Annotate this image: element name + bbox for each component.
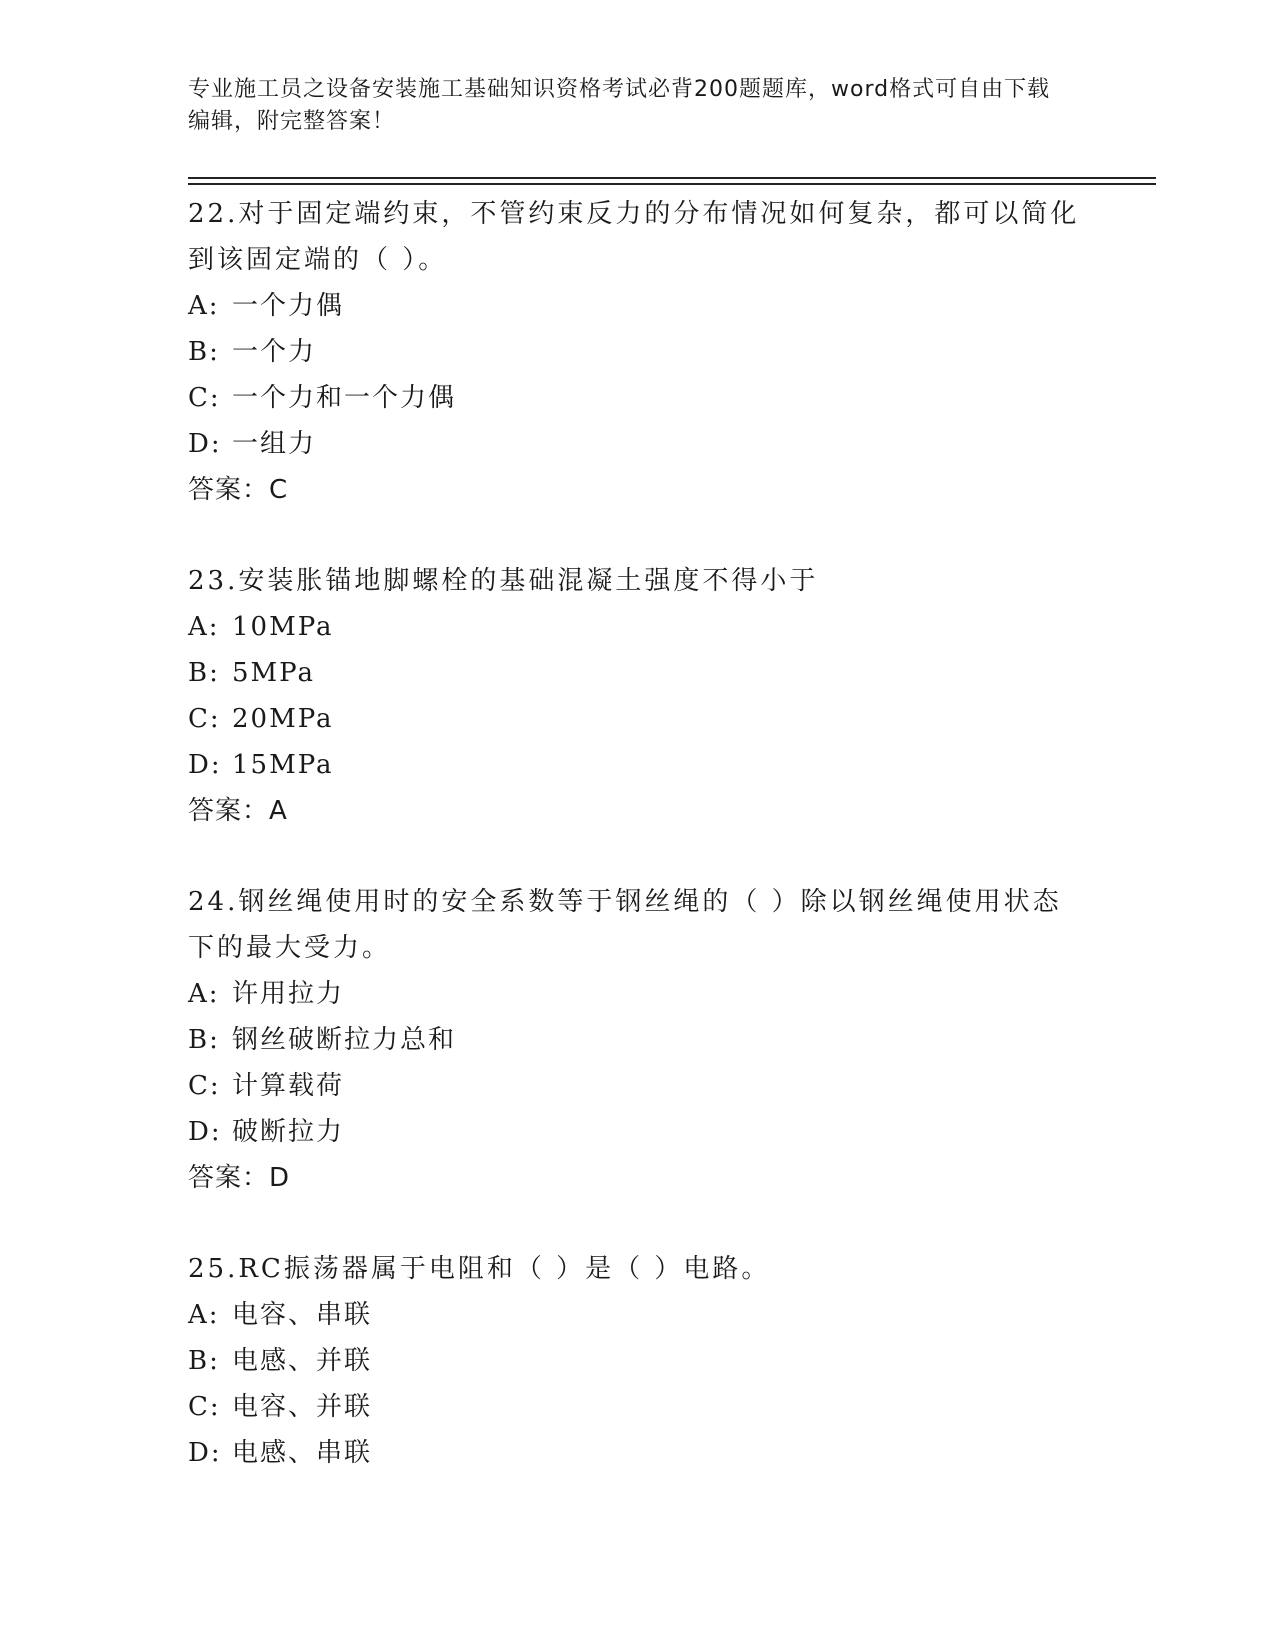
- option-letter: C:: [188, 383, 221, 413]
- answer-value: C: [269, 475, 288, 505]
- option-a: [188, 1292, 1088, 1338]
- question-list: [188, 191, 1088, 1521]
- option-b: [188, 1338, 1088, 1384]
- option-b: [188, 1017, 1088, 1063]
- question-22: [188, 191, 1088, 513]
- option-letter: D:: [188, 1438, 222, 1468]
- option-a: [188, 604, 1088, 650]
- answer-label: 答案：: [188, 475, 270, 505]
- option-c: [188, 696, 1088, 742]
- option-letter: C:: [188, 704, 221, 734]
- option-letter: B:: [188, 1346, 220, 1376]
- option-letter: A:: [188, 979, 220, 1009]
- question-stem: 23.安装胀锚地脚螺栓的基础混凝土强度不得小于: [188, 566, 819, 596]
- option-text: 一个力偶: [232, 291, 345, 321]
- option-a: [188, 283, 1088, 329]
- question-stem: 25.RC振荡器属于电阻和（ ）是（ ）电路。: [188, 1254, 771, 1284]
- option-b: [188, 650, 1088, 696]
- option-letter: A:: [188, 1300, 220, 1330]
- option-b: [188, 329, 1088, 375]
- option-text: 一个力: [232, 337, 317, 367]
- option-text: 电容、并联: [232, 1392, 373, 1422]
- option-letter: B:: [188, 658, 220, 688]
- option-d: [188, 1430, 1088, 1476]
- option-text: 电感、并联: [232, 1346, 373, 1376]
- answer-value: A: [269, 796, 287, 826]
- header-rule-top: [188, 177, 1156, 179]
- option-c: [188, 1384, 1088, 1430]
- option-letter: D:: [188, 1117, 222, 1147]
- option-letter: C:: [188, 1392, 221, 1422]
- option-c: [188, 375, 1088, 421]
- option-d: [188, 742, 1088, 788]
- option-text: 电感、串联: [232, 1438, 373, 1468]
- option-letter: A:: [188, 291, 220, 321]
- option-letter: B:: [188, 337, 220, 367]
- option-letter: D:: [188, 429, 222, 459]
- option-d: [188, 421, 1088, 467]
- answer-line: [188, 467, 1088, 513]
- option-text: 5MPa: [232, 658, 315, 688]
- question-stem: 24.钢丝绳使用时的安全系数等于钢丝绳的（ ）除以钢丝绳使用状态下的最大受力。: [188, 887, 1062, 963]
- option-text: 破断拉力: [232, 1117, 345, 1147]
- option-text: 钢丝破断拉力总和: [232, 1025, 457, 1055]
- question-23: [188, 558, 1088, 834]
- header-rule-bottom: [188, 183, 1156, 185]
- option-c: [188, 1063, 1088, 1109]
- option-text: 一组力: [232, 429, 317, 459]
- answer-label: 答案：: [188, 1163, 270, 1193]
- option-letter: D:: [188, 750, 222, 780]
- option-text: 10MPa: [232, 612, 334, 642]
- question-25: [188, 1246, 1088, 1476]
- option-d: [188, 1109, 1088, 1155]
- option-text: 15MPa: [232, 750, 334, 780]
- question-24: [188, 879, 1088, 1201]
- option-text: 计算载荷: [232, 1071, 345, 1101]
- answer-line: [188, 788, 1088, 834]
- option-text: 许用拉力: [232, 979, 345, 1009]
- answer-line: [188, 1155, 1088, 1201]
- answer-value: D: [269, 1163, 290, 1193]
- option-a: [188, 971, 1088, 1017]
- option-text: 电容、串联: [232, 1300, 373, 1330]
- document-header: 专业施工员之设备安装施工基础知识资格考试必背200题题库，word格式可自由下载编辑，附完整答案！: [188, 77, 1051, 134]
- answer-label: 答案：: [188, 796, 270, 826]
- question-stem: 22.对于固定端约束，不管约束反力的分布情况如何复杂，都可以简化到该固定端的（ ）。: [188, 199, 1080, 275]
- option-letter: C:: [188, 1071, 221, 1101]
- option-text: 20MPa: [232, 704, 334, 734]
- option-text: 一个力和一个力偶: [232, 383, 457, 413]
- option-letter: A:: [188, 612, 220, 642]
- option-letter: B:: [188, 1025, 220, 1055]
